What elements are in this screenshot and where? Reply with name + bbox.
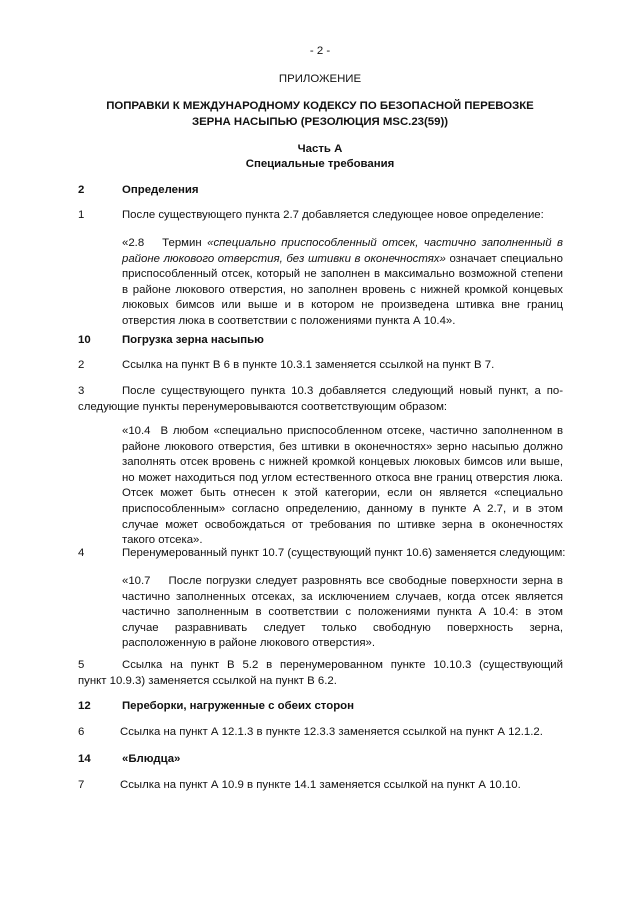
item-text: Ссылка на пункт А 10.9 в пункте 14.1 заменяется ссылкой на пункт А 10.10. (120, 779, 521, 791)
part-heading: Часть А (297, 143, 343, 155)
section-title: «Блюдца» (122, 753, 181, 765)
title-line-1: ПОПРАВКИ К МЕЖДУНАРОДНОМУ КОДЕКСУ ПО БЕЗОПАСНОЙ ПЕРЕВОЗКЕ (106, 100, 534, 112)
quoted-paragraph (122, 424, 563, 549)
section-number: 14 (78, 753, 91, 765)
section-title: Погрузка зерна насыпью (122, 334, 264, 346)
quote-body: означает специально приспособленный отсек, который не заполнен в максимально возможной степени в районе люкового отверстия, но заполнен вровень с нижней кромкой концевых люковых бимсов или выше и в котором не произведена штивка вне границ отверстия люка в соответствии с положениями пункта А 10.4». (122, 252, 563, 327)
item-text-continued: следующие пункты перенумеровываются соответствующим образом: (78, 401, 448, 413)
section-title: Переборки, нагруженные с обеих сторон (122, 700, 354, 712)
item-number: 6 (78, 726, 85, 738)
quote-label: «10.7 (122, 575, 151, 587)
section-number: 10 (78, 334, 91, 346)
part-subtitle: Специальные требования (245, 158, 395, 170)
title-line-2: ЗЕРНА НАСЫПЬЮ (РЕЗОЛЮЦИЯ MSC.23(59)) (191, 116, 449, 128)
item-text: Ссылка на пункт В 6 в пункте 10.3.1 заменяется ссылкой на пункт В 7. (122, 359, 495, 371)
annex-heading: ПРИЛОЖЕНИЕ (278, 73, 362, 85)
quote-label: «2.8 (122, 237, 145, 249)
item-number: 3 (78, 385, 85, 397)
item-text: Перенумерованный пункт 10.7 (существующий пункт 10.6) заменяется следующим: (122, 547, 566, 559)
item-number: 5 (78, 659, 85, 671)
item-text: После существующего пункта 2.7 добавляется следующее новое определение: (122, 209, 544, 221)
item-number: 1 (78, 209, 85, 221)
section-title: Определения (122, 184, 199, 196)
section-number: 2 (78, 184, 85, 196)
quote-lead: Термин (162, 237, 208, 249)
item-text: Ссылка на пункт А 12.1.3 в пункте 12.3.3 заменяется ссылкой на пункт А 12.1.2. (120, 726, 543, 738)
quoted-definition (122, 236, 563, 330)
section-number: 12 (78, 700, 91, 712)
item-text-line-1: После существующего пункта 10.3 добавляется следующий новый пункт, а по- (122, 385, 563, 397)
item-text-continued: пункт 10.9.3) заменяется ссылкой на пункт В 6.2. (78, 675, 337, 687)
quote-defined-term: «специально приспособленный отсек, частично заполненный в районе люкового отверстия, без штивки в оконечностях» (122, 237, 564, 265)
item-number: 2 (78, 359, 85, 371)
quote-body: В любом «специально приспособленном отсеке, частично заполненном в районе люкового отверстия, без штивки в оконечностях» зерно насыпью должно заполнять отсек вровень с нижней кромкой концевых люковых бимсов или выше, но может находиться под углом естественного откоса вне границ отверстия люка. Отсек может быть отнесен к этой категории, если он является «специально приспособленным» согласно определению, данному в пункте А 2.7, и в этом случае может освобождаться от требования по штивке зерна в оконечностях такого отсека». (122, 425, 563, 547)
quote-label: «10.4 (122, 425, 151, 437)
page-number: - 2 - (309, 45, 331, 57)
item-text-line-1: Ссылка на пункт В 5.2 в перенумерованном пункте 10.10.3 (существующий (122, 659, 563, 671)
item-number: 4 (78, 547, 85, 559)
quoted-paragraph (122, 574, 563, 652)
item-number: 7 (78, 779, 85, 791)
quote-body: После погрузки следует разровнять все свободные поверхности зерна в частично заполненных отсеках, за исключением случаев, когда отсек является частично заполненным в соответствии с положениями пункта А 10.4: в этом случае разравнивать следует только свободную поверхность зерна, расположенную в районе люкового отверстия». (122, 575, 563, 650)
